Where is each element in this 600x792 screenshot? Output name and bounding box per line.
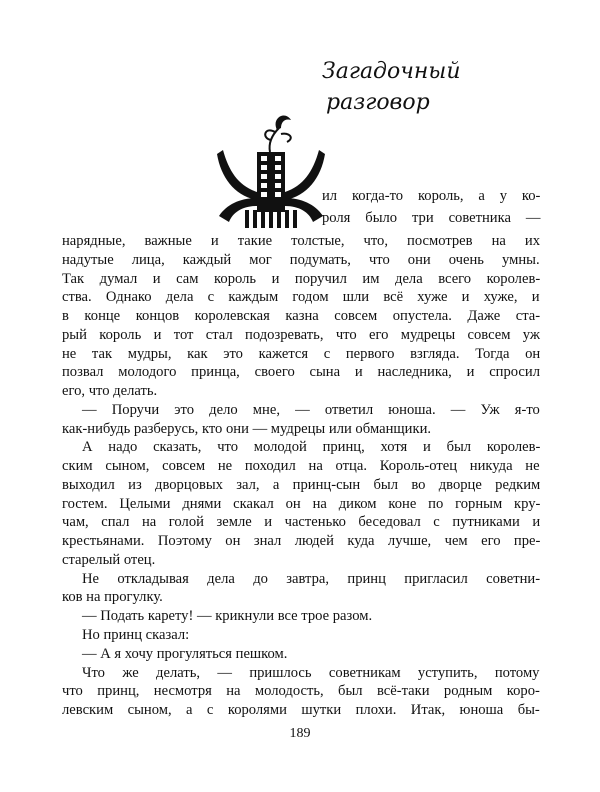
text-line: не так мудры, как это кажется с первого взгляда. Тогда он — [62, 345, 541, 362]
text-line: ил когда-то король, а у ко- — [322, 188, 541, 204]
chapter-title-line-2: разговор — [326, 90, 430, 115]
text-line: — А я хочу прогуляться пешком. — [82, 645, 288, 662]
text-line: позвал молодого принца, своего сына и наследника, и спросил — [62, 364, 541, 381]
text-line: выходил из дворцовых зал, а принц-сын был во дворце редким — [62, 476, 541, 493]
text-line: Не откладывая дела до завтра, принц пригласил советни- — [82, 570, 541, 587]
text-line: старелый отец. — [62, 551, 156, 568]
text-line: крестьянами. Поэтому он знал людей куда лучше, чем его пре- — [62, 533, 541, 550]
text-line: рый король и тот стал подозревать, что его мудрецы совсем уж — [62, 326, 540, 343]
text-line: — Поручи это дело мне, — ответил юноша. — Уж я-то — [82, 401, 540, 418]
text-line: Так думал и сам король и поручил им дела всего королев- — [62, 270, 541, 287]
text-line: надутые лица, каждый мог подумать, что они очень умны. — [62, 251, 540, 268]
text-line: в конце концов королевская казна совсем опустела. Даже ста- — [62, 308, 541, 324]
text-line: что принц, несмотря на молодость, был всё-таки родным коро- — [62, 683, 540, 700]
text-line: ства. Однако дела с каждым годом шли всё хуже и хуже, и — [62, 289, 540, 306]
text-line: роля было три советника — — [322, 210, 541, 226]
chapter-title — [322, 56, 461, 118]
text-line: ским сыном, совсем не походил на отца. Король-отец никуда не — [62, 458, 540, 475]
text-line: нарядные, важные и такие толстые, что, посмотрев на их — [62, 233, 540, 249]
text-line: — Подать карету! — крикнули все трое разом. — [82, 608, 373, 625]
text-line: его, что делать. — [62, 383, 158, 400]
page-number: 189 — [289, 726, 311, 741]
text-line: ков на прогулку. — [62, 589, 163, 606]
text-line: как-нибудь разберусь, кто они — мудрецы или обманщики. — [62, 420, 432, 437]
ornamental-letter-zh-icon — [215, 112, 325, 230]
text-line: чам, спал на голой земле и частенько беседовал с путниками и — [62, 514, 541, 531]
chapter-title-line-1: Загадочный — [322, 59, 461, 84]
text-line: Но принц сказал: — [82, 627, 190, 643]
text-line: А надо сказать, что молодой принц, хотя и был королев- — [82, 439, 541, 456]
text-line: Что же делать, — пришлось советникам уступить, потому — [82, 664, 540, 681]
text-line: левским сыном, а с королями шутки плохи. Итак, юноша бы- — [62, 702, 540, 718]
text-line: гостем. Целыми днями скакал он на диком коне по горным кру- — [62, 495, 541, 512]
